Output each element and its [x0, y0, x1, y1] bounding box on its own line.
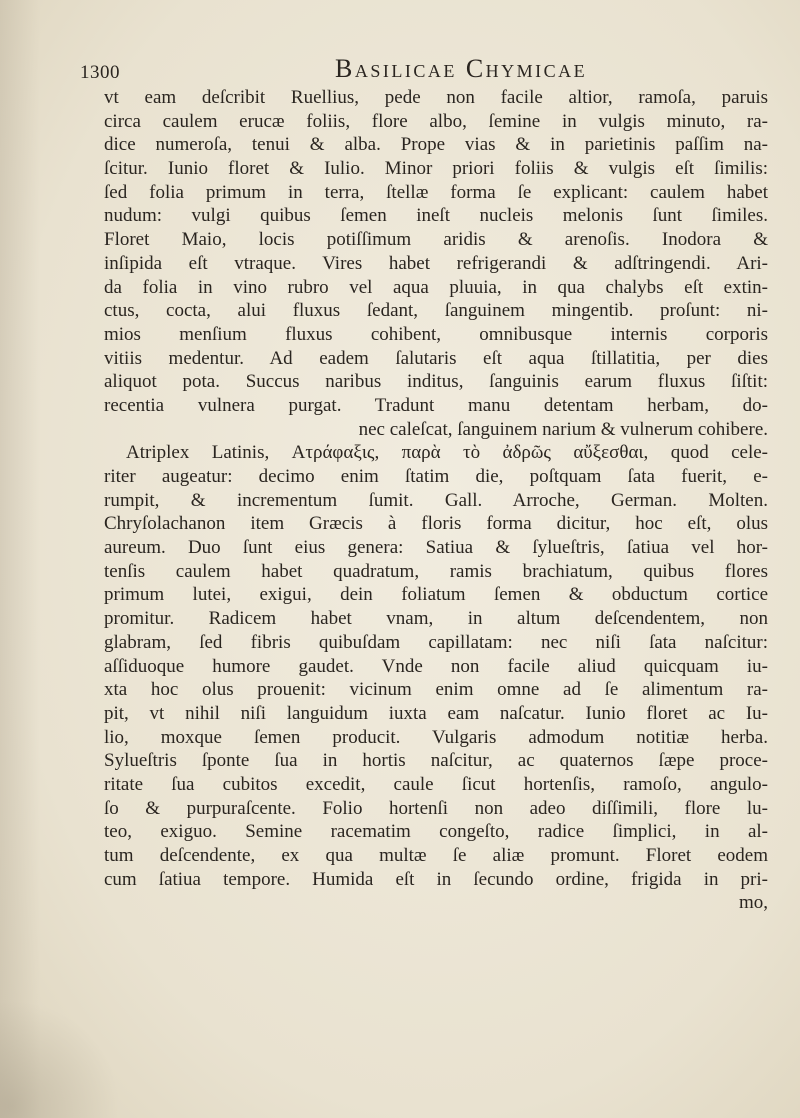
text-line: nec caleſcat, ſanguinem narium & vulnerum cohibere. — [358, 418, 768, 440]
text-line: aſſiduoque humore gaudet. Vnde non facile aliud quicquam iu- — [104, 655, 768, 677]
text-line: dice numeroſa, tenui & alba. Prope vias & in parietinis paſſim na- — [104, 134, 768, 156]
text-line: vt eam deſcribit Ruellius, pede non facile altior, ramoſa, paruis — [104, 87, 768, 108]
gutter-shadow — [0, 0, 40, 1118]
text-line: primum lutei, exigui, dein foliatum ſemen & obductum cortice — [104, 584, 768, 606]
text-line: pit, vt nihil niſi languidum iuxta eam naſcatur. Iunio floret ac Iu- — [104, 702, 768, 724]
text-line: ſo & purpuraſcente. Folio hortenſi non adeo diſſimili, flore lu- — [104, 797, 768, 819]
text-line: tenſis caulem habet quadratum, ramis brachiatum, quibus flores — [104, 560, 768, 582]
text-line: Chryſolachanon item Græcis à floris forma dicitur, hoc eſt, olus — [104, 513, 768, 535]
text-line: inſipida eſt vtraque. Vires habet refrigerandi & adſtringendi. Ari- — [104, 252, 768, 274]
text-line: vitiis medentur. Ad eadem ſalutaris eſt aqua ſtillatitia, per dies — [104, 347, 768, 369]
text-line: mo, — [738, 892, 768, 914]
text-line: mios menſium fluxus cohibent, omnibusque internis corporis — [104, 323, 768, 345]
text-line: Sylueſtris ſponte ſua in hortis naſcitur, ac quaternos ſæpe proce- — [104, 750, 768, 772]
text-line: recentia vulnera purgat. Tradunt manu detentam herbam, do- — [104, 394, 768, 416]
text-line: aliquot pota. Succus naribus inditus, ſanguinis earum fluxus ſiſtit: — [104, 371, 768, 393]
corner-stain — [0, 1000, 120, 1118]
text-line: lio, moxque ſemen producit. Vulgaris admodum notitiæ herba. — [104, 726, 768, 748]
text-line: Floret Maio, locis potiſſimum aridis & arenoſis. Inodora & — [104, 229, 768, 251]
text-line: ritate ſua cubitos excedit, caule ſicut hortenſis, ramoſo, angulo- — [104, 773, 768, 795]
text-line: da folia in vino rubro vel aqua pluuia, in qua chalybs eſt extin- — [104, 276, 768, 298]
text-line: aureum. Duo ſunt eius genera: Satiua & ſylueſtris, ſatiua vel hor- — [104, 537, 768, 559]
text-line: tum deſcendente, ex qua multæ ſe aliæ promunt. Floret eodem — [104, 845, 768, 866]
text-line: rumpit, & incrementum ſumit. Gall. Arroche, German. Molten. — [104, 489, 768, 511]
text-line: ſcitur. Iunio floret & Iulio. Minor priori foliis & vulgis eſt ſimilis: — [104, 158, 768, 180]
page-header — [80, 48, 770, 84]
text-line: circa caulem erucæ foliis, flore albo, ſemine in vulgis minuto, ra- — [104, 110, 768, 132]
text-line: riter augeatur: decimo enim ſtatim die, poſtquam ſata fuerit, e- — [104, 466, 768, 487]
text-line: glabram, ſed fibris quibuſdam capillatam: nec niſi ſata naſcitur: — [104, 631, 768, 653]
running-head: Basilicae Chymicae — [335, 54, 588, 83]
text-line: Atriplex Latinis, Ατράφαξις, παρὰ τὸ ἀδρῶς αὔξεσθαι, quod cele- — [126, 442, 768, 464]
text-line: ſed folia primum in terra, ſtellæ forma ſe explicant: caulem habet — [104, 181, 768, 203]
text-line: nudum: vulgi quibus ſemen ineſt nucleis melonis ſunt ſimiles. — [104, 205, 768, 227]
text-line: promitur. Radicem habet vnam, in altum deſcendentem, non — [104, 608, 768, 630]
text-line: cum ſatiua tempore. Humida eſt in ſecundo ordine, frigida in pri- — [104, 868, 768, 890]
page-number: 1300 — [80, 62, 120, 83]
text-line: xta hoc olus prouenit: vicinum enim omne ad ſe alimentum ra- — [104, 679, 768, 701]
body-text — [104, 86, 768, 915]
text-line: teo, exiguo. Semine racematim congeſto, radice ſimplici, in al- — [104, 821, 768, 843]
text-line: ctus, cocta, alui fluxus ſedant, ſanguinem mingentib. proſunt: ni- — [104, 300, 768, 322]
